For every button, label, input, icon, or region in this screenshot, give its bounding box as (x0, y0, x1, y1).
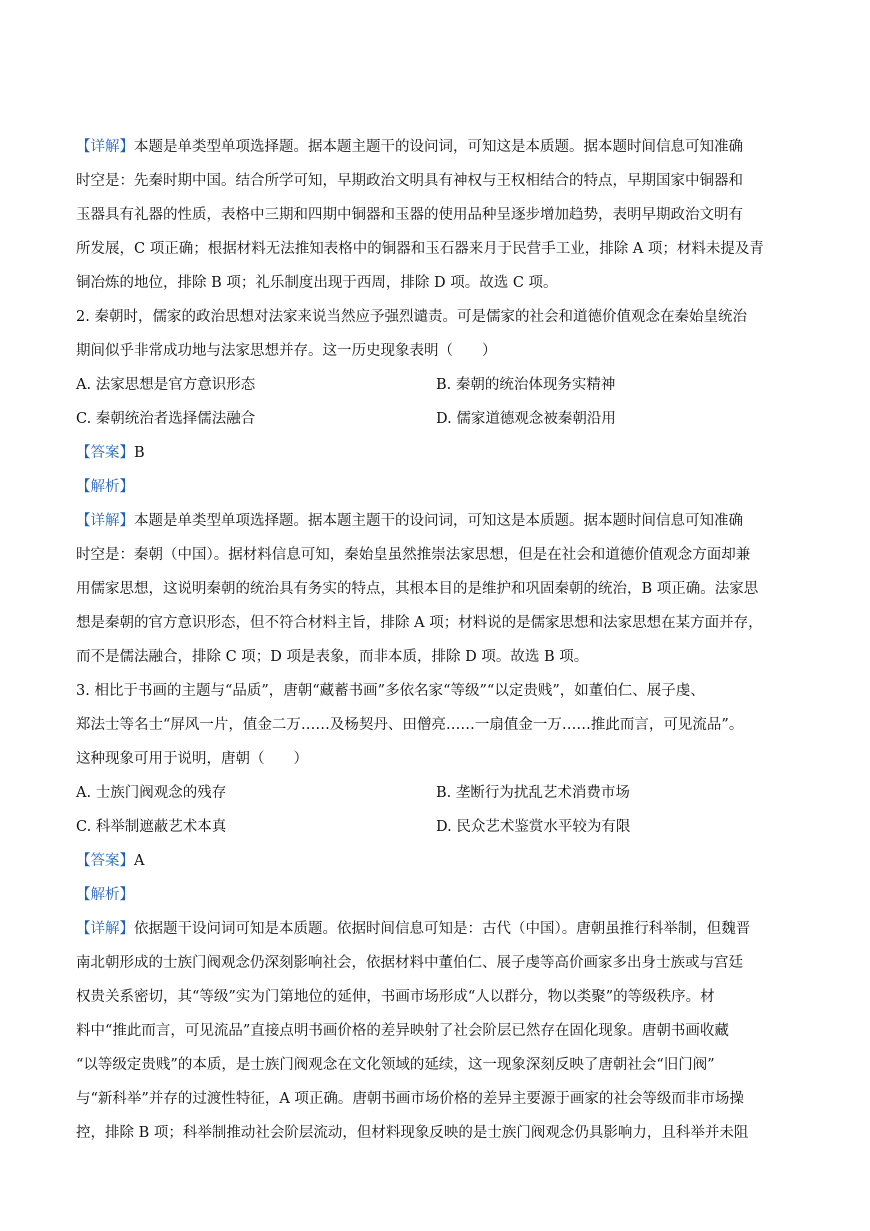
q2-option-b[interactable]: B. 秦朝的统治体现务实精神 (436, 377, 616, 393)
q3-detail-line: 【详解】依据题干设问词可知是本质题。依据时间信息可知是：古代（中国）。唐朝虽推行科举制，但魏晋 (76, 921, 751, 937)
q2-detail-line: 时空是：秦朝（中国）。据材料信息可知，秦始皇虽然推崇法家思想，但是在社会和道德价值观念方面却兼 (76, 547, 751, 563)
q1-detail-line: 所发展，C 项正确；根据材料无法推知表格中的铜器和玉石器来月于民营手工业，排除 A 项；材料未提及青 (76, 241, 764, 257)
answer-tag: 【答案】 (76, 853, 134, 869)
q3-option-a[interactable]: A. 士族门阀观念的残存 (76, 785, 227, 801)
q3-option-b[interactable]: B. 垄断行为扰乱艺术消费市场 (436, 785, 630, 801)
q2-detail (76, 504, 806, 674)
q3-detail-line: 控，排除 B 项；科举制推动社会阶层流动，但材料现象反映的是士族门阀观念仍具影响力，且科举并未阻 (76, 1125, 749, 1141)
q1-detail-line: 铜冶炼的地位，排除 B 项；礼乐制度出现于西周，排除 D 项。故选 C 项。 (76, 275, 558, 291)
q3-detail-line: “以等级定贵贱”的本质，是士族门阀观念在文化领域的延续，这一现象深刻反映了唐朝社会“旧门阀” (76, 1057, 715, 1073)
analysis-tag: 【解析】 (76, 887, 134, 903)
q2-options-row-1 (76, 368, 806, 402)
q1-detail-line: 时空是：先秦时期中国。结合所学可知，早期政治文明具有神权与王权相结合的特点，早期国家中铜器和 (76, 173, 743, 189)
q1-detail-line: 玉器具有礼器的性质，表格中三期和四期中铜器和玉器的使用品种呈逐步增加趋势，表明早期政治文明有 (76, 207, 743, 223)
detail-tag: 【详解】 (76, 513, 134, 529)
q3-options-row-1 (76, 776, 806, 810)
q3-option-d[interactable]: D. 民众艺术鉴赏水平较为有限 (436, 819, 631, 835)
q2-detail-line: 而不是儒法融合，排除 C 项；D 项是表象，而非本质，排除 D 项。故选 B 项。 (76, 649, 589, 665)
q3-stem (76, 674, 806, 776)
q3-option-c[interactable]: C. 科举制遮蔽艺术本真 (76, 819, 227, 835)
q3-stem-line: 3. 相比于书画的主题与“品质”，唐朝“藏蓄书画”多依名家“等级”“以定贵贱”，如董伯仁、展子虔、 (76, 683, 705, 699)
q2-option-d[interactable]: D. 儒家道德观念被秦朝沿用 (436, 411, 616, 427)
q2-detail-line: 用儒家思想，这说明秦朝的统治具有务实的特点，其根本目的是维护和巩固秦朝的统治，B 项正确。法家思 (76, 581, 759, 597)
q2-answer (76, 436, 806, 470)
q3-answer-value: A (134, 853, 145, 869)
q1-detail (76, 130, 806, 300)
q3-detail-line: 权贵关系密切，其“等级”实为门第地位的延伸，书画市场形成“人以群分，物以类聚”的等级秩序。材 (76, 989, 715, 1005)
q2-answer-value: B (134, 445, 145, 461)
q2-analysis (76, 470, 806, 504)
q3-detail-line: 与“新科举”并存的过渡性特征，A 项正确。唐朝书画市场价格的差异主要源于画家的社会等级而非市场操 (76, 1091, 744, 1107)
document-content (76, 130, 806, 1150)
q3-stem-line: 郑法士等名士“屏风一片，值金二万……及杨契丹、田僧亮……一扇值金一万……推此而言，可见流品”。 (76, 717, 744, 733)
q3-answer (76, 844, 806, 878)
q2-detail-line: 想是秦朝的官方意识形态，但不符合材料主旨，排除 A 项；材料说的是儒家思想和法家思想在某方面并存， (76, 615, 763, 631)
q3-options-row-2 (76, 810, 806, 844)
detail-tag: 【详解】 (76, 921, 134, 937)
detail-tag: 【详解】 (76, 139, 134, 155)
q2-stem-line: 期间似乎非常成功地与法家思想并存。这一历史现象表明（ ） (76, 343, 497, 359)
q2-stem-line: 2. 秦朝时，儒家的政治思想对法家来说当然应予强烈谴责。可是儒家的社会和道德价值观念在秦始皇统治 (76, 309, 747, 325)
answer-tag: 【答案】 (76, 445, 134, 461)
q3-stem-line: 这种现象可用于说明，唐朝（ ） (76, 751, 308, 767)
q3-detail-line: 料中“推此而言，可见流品”直接点明书画价格的差异映射了社会阶层已然存在固化现象。唐朝书画收藏 (76, 1023, 729, 1039)
q3-detail (76, 912, 806, 1150)
q2-option-a[interactable]: A. 法家思想是官方意识形态 (76, 377, 256, 393)
q2-stem (76, 300, 806, 368)
q2-option-c[interactable]: C. 秦朝统治者选择儒法融合 (76, 411, 256, 427)
q1-detail-line: 【详解】本题是单类型单项选择题。据本题主题干的设问词，可知这是本质题。据本题时间信息可知准确 (76, 139, 743, 155)
analysis-tag: 【解析】 (76, 479, 134, 495)
q3-analysis (76, 878, 806, 912)
q2-options-row-2 (76, 402, 806, 436)
q2-detail-line: 【详解】本题是单类型单项选择题。据本题主题干的设问词，可知这是本质题。据本题时间信息可知准确 (76, 513, 743, 529)
q3-detail-line: 南北朝形成的士族门阀观念仍深刻影响社会，依据材料中董伯仁、展子虔等高价画家多出身士族或与宫廷 (76, 955, 743, 971)
